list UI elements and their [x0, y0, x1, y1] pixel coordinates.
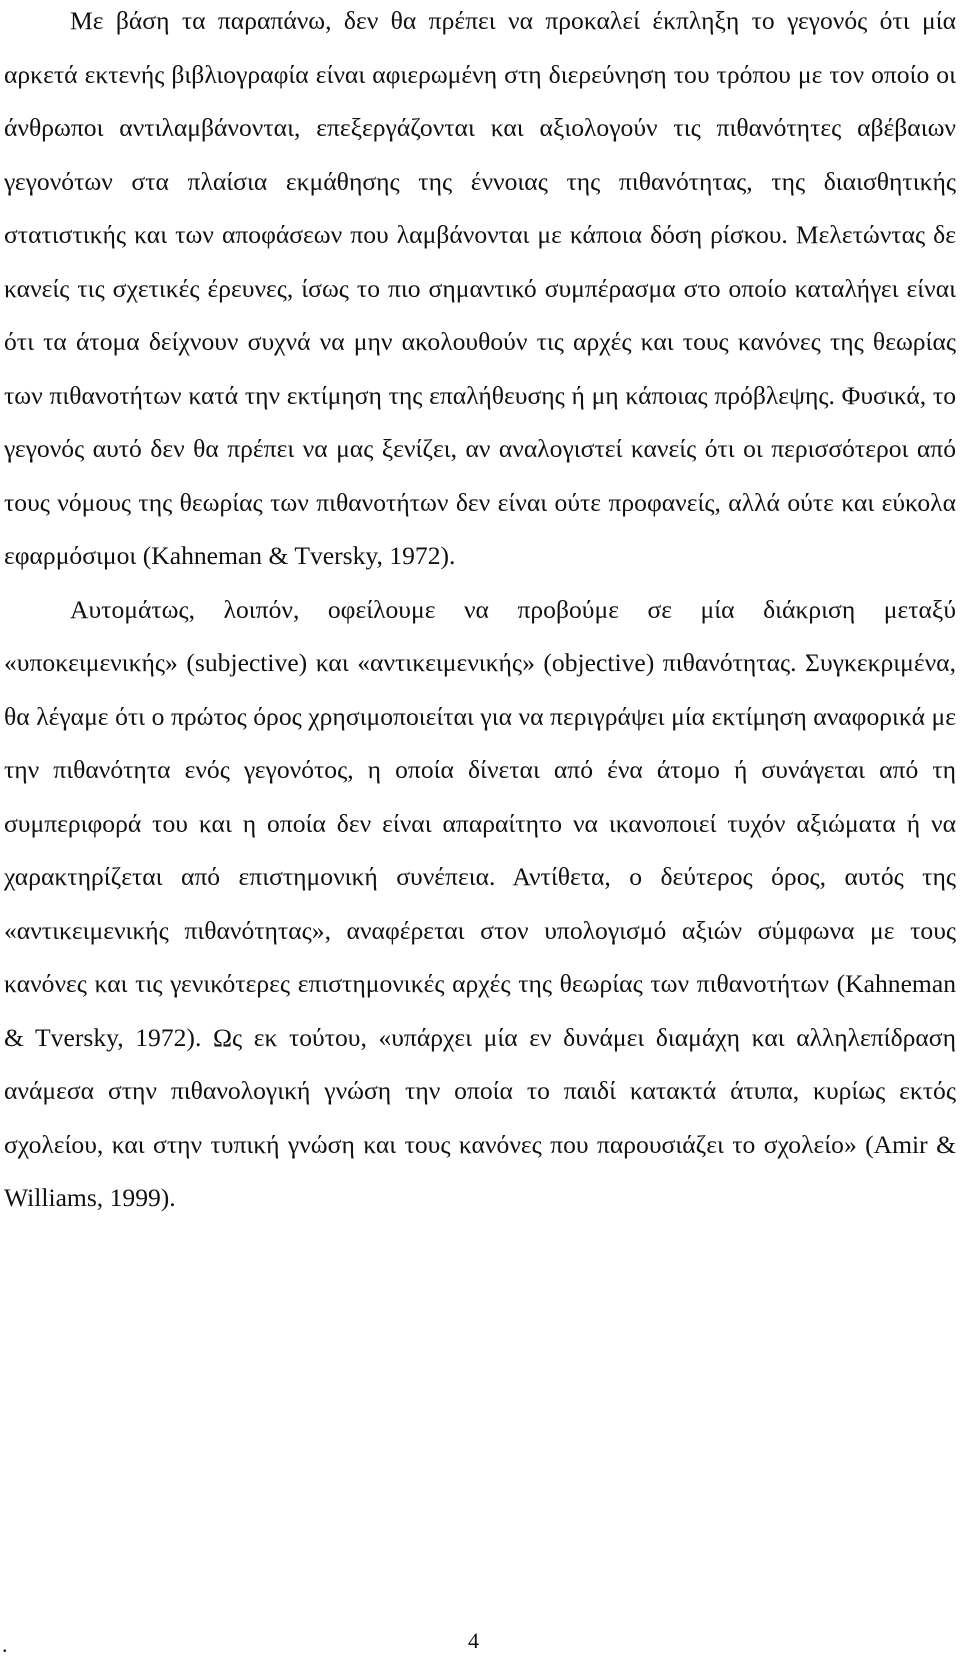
- body-text: [4, 0, 956, 1225]
- page-number: 4: [468, 1628, 479, 1653]
- footer-mark: .: [2, 1632, 8, 1657]
- paragraph-subjective-objective: Αυτομάτως, λοιπόν, οφείλουμε να προβούμε σε μία διάκριση μεταξύ «υποκειμενικής» (subjective) και «αντικειμενικής» (objective) πιθανότητας. Συγκεκριμένα, θα λέγαμε ότι ο πρώτος όρος χρησιμοποιείται για να περιγράψει μία εκτίμηση αναφορικά με την πιθανότητα ενός γεγονότος, η οποία δίνεται από ένα άτομο ή συνάγεται από τη συμπεριφορά του και η οποία δεν είναι απαραίτητο να ικανοποιεί τυχόν αξιώματα ή να χαρακτηρίζεται από επιστημονική συνέπεια. Αντίθετα, ο δεύτερος όρος, αυτός της «αντικειμενικής πιθανότητας», αναφέρεται στον υπολογισμό αξιών σύμφωνα με τους κανόνες και τις γενικότερες επιστημονικές αρχές της θεωρίας των πιθανοτήτων (Kahneman & Tversky, 1972). Ως εκ τούτου, «υπάρχει μία εν δυνάμει διαμάχη και αλληλεπίδραση ανάμεσα στην πιθανολογική γνώση την οποία το παιδί κατακτά άτυπα, κυρίως εκτός σχολείου, και στην τυπική γνώση και τους κανόνες που παρουσιάζει το σχολείο» (Amir & Williams, 1999).: [4, 594, 956, 1212]
- paragraph-probability-literature: Με βάση τα παραπάνω, δεν θα πρέπει να προκαλεί έκπληξη το γεγονός ότι μία αρκετά εκτενής βιβλιογραφία είναι αφιερωμένη στη διερεύνηση του τρόπου με τον οποίο οι άνθρωποι αντιλαμβάνονται, επεξεργάζονται και αξιολογούν τις πιθανότητες αβέβαιων γεγονότων στα πλαίσια εκμάθησης της έννοιας της πιθανότητας, της διαισθητικής στατιστικής και των αποφάσεων που λαμβάνονται με κάποια δόση ρίσκου. Μελετώντας δε κανείς τις σχετικές έρευνες, ίσως το πιο σημαντικό συμπέρασμα στο οποίο καταλήγει είναι ότι τα άτομα δείχνουν συχνά να μην ακολουθούν τις αρχές και τους κανόνες της θεωρίας των πιθανοτήτων κατά την εκτίμηση της επαλήθευσης ή μη κάποιας πρόβλεψης. Φυσικά, το γεγονός αυτό δεν θα πρέπει να μας ξενίζει, αν αναλογιστεί κανείς ότι οι περισσότεροι από τους νόμους της θεωρίας των πιθανοτήτων δεν είναι ούτε προφανείς, αλλά ούτε και εύκολα εφαρμόσιμοι (Kahneman & Tversky, 1972).: [4, 6, 956, 570]
